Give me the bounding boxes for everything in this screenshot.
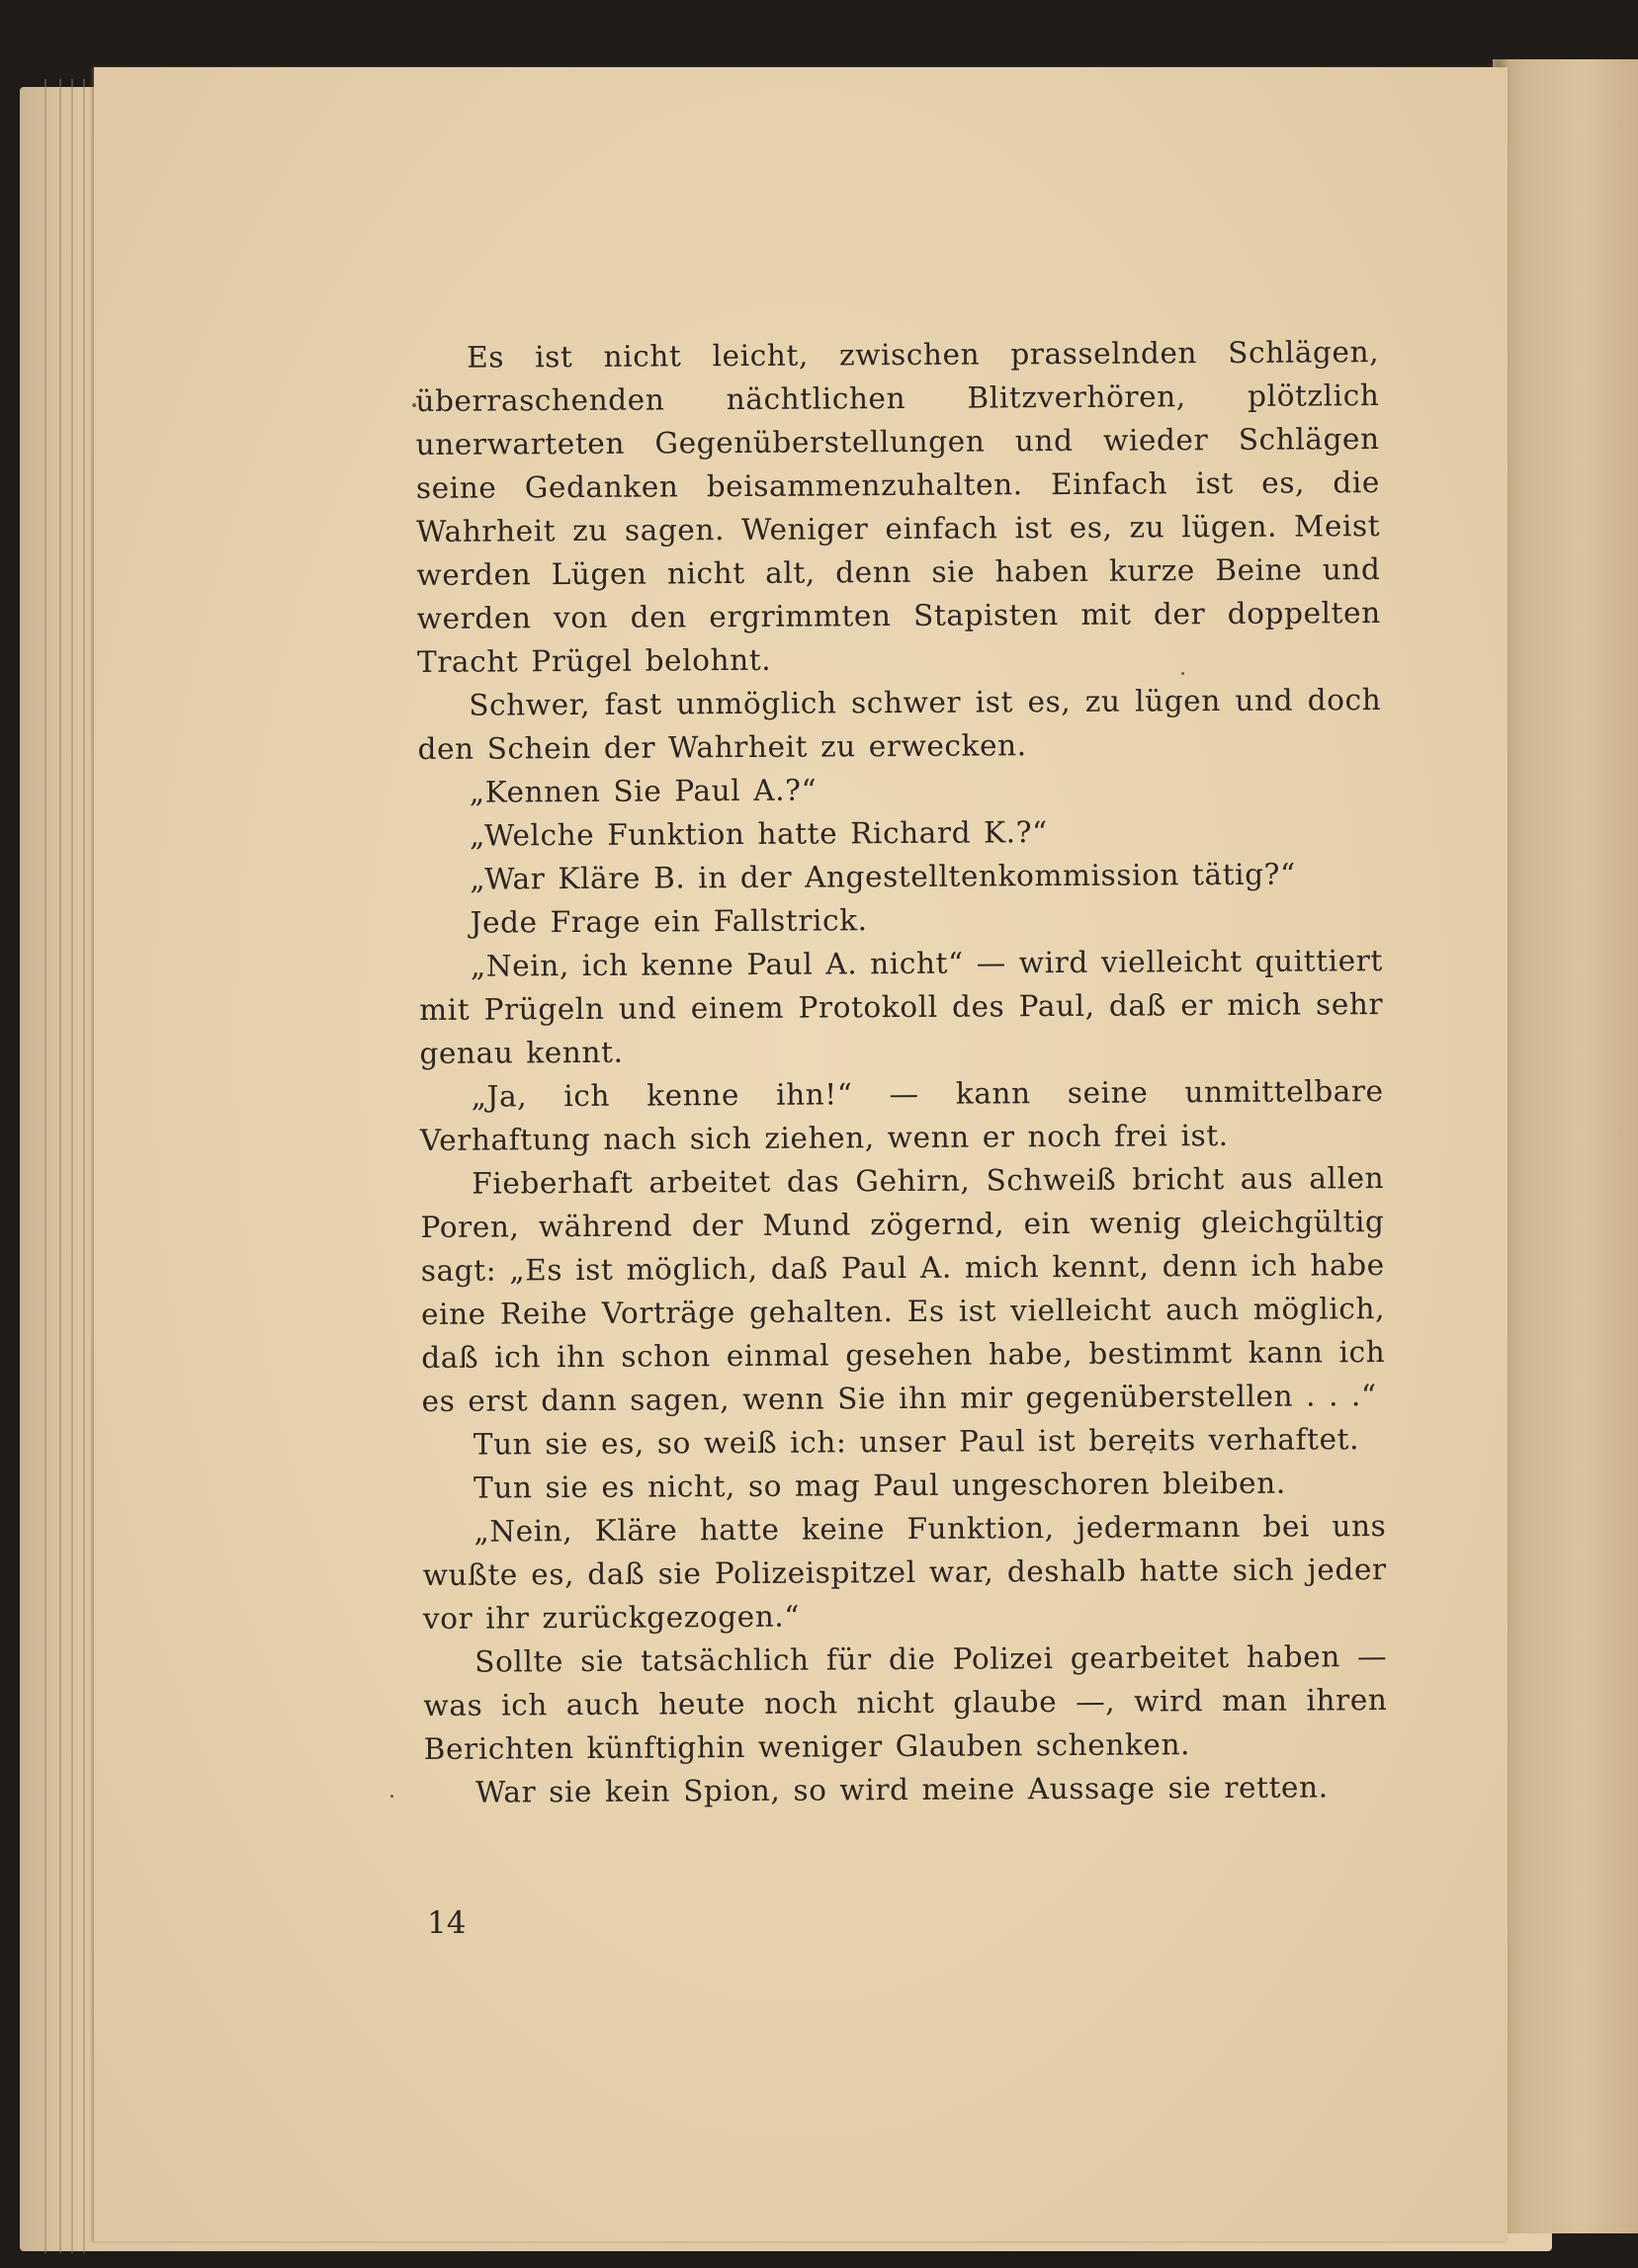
paragraph: Tun sie es nicht, so mag Paul ungeschoren bleiben. [474,1466,1286,1505]
paragraph: Sollte sie tatsächlich für die Polizei gearbeitet haben — was ich auch heute noch nicht glaube —, wird man ihren Berichten künftighin weniger Glauben schenken. [423,1639,1388,1766]
paragraph: „Kennen Sie Paul A.?“ [469,773,818,809]
leaf-edge [59,79,61,2253]
paragraph: Schwer, fast unmöglich schwer ist es, zu lügen und doch den Schein der Wahrheit zu erwecken. [417,683,1382,766]
leaf-edge [44,79,46,2253]
paragraph: „Nein, Kläre hatte keine Funktion, jedermann bei uns wußte es, daß sie Polizeispitzel war, deshalb hatte sich jeder vor ihr zurückgezogen.“ [422,1509,1387,1636]
paragraph: „Nein, ich kenne Paul A. nicht“ — wird vielleicht quittiert mit Prügeln und einem Protokoll des Paul, daß er mich sehr genau kennt. [419,944,1384,1070]
leaf-edge [71,79,73,2253]
paragraph: Fieberhaft arbeitet das Gehirn, Schweiß bricht aus allen Poren, während der Mund zögernd, ein wenig gleichgültig sagt: „Es ist möglich, daß Paul A. mich kennt, denn ich habe eine Reihe Vorträge gehalten. Es ist vielleicht auch möglich, daß ich ihn schon einmal gesehen habe, bestimmt kann ich es erst dann sagen, wenn Sie ihn mir gegenüberstellen . . .“ [420,1161,1386,1418]
paragraph: „Welche Funktion hatte Richard K.?“ [469,815,1048,853]
paragraph: Es ist nicht leicht, zwischen prasselnden Schlägen, überraschenden nächtlichen Blitzverhören, plötzlich unerwarteten Gegenüberstellungen und wieder Schlägen seine Gedanken beisammenzuhalten. Einfach ist es, die Wahrheit zu sagen. Weniger einfach ist es, zu lügen. Meist werden Lügen nicht alt, denn sie haben kurze Beine und werden von den ergrimmten Stapisten mit der doppelten Tracht Prügel belohnt. [415,335,1381,679]
paragraph: „Ja, ich kenne ihn!“ — kann seine unmittelbare Verhaftung nach sich ziehen, wenn er noch frei ist. [419,1074,1384,1157]
page-number: 14 [427,1905,467,1941]
paper-speck [390,1795,393,1798]
facing-page-edge [1493,59,1638,2233]
paragraph: War sie kein Spion, so wird meine Aussage sie retten. [474,1770,1329,1809]
paragraph: Jede Frage ein Fallstrick. [470,903,868,940]
paragraph: „War Kläre B. in der Angestelltenkommission tätig?“ [470,857,1296,896]
leaf-edge [83,79,85,2253]
body-text [415,330,1388,1814]
paragraph: Tun sie es, so weiß ich: unser Paul ist bereits verhaftet. [473,1422,1360,1462]
